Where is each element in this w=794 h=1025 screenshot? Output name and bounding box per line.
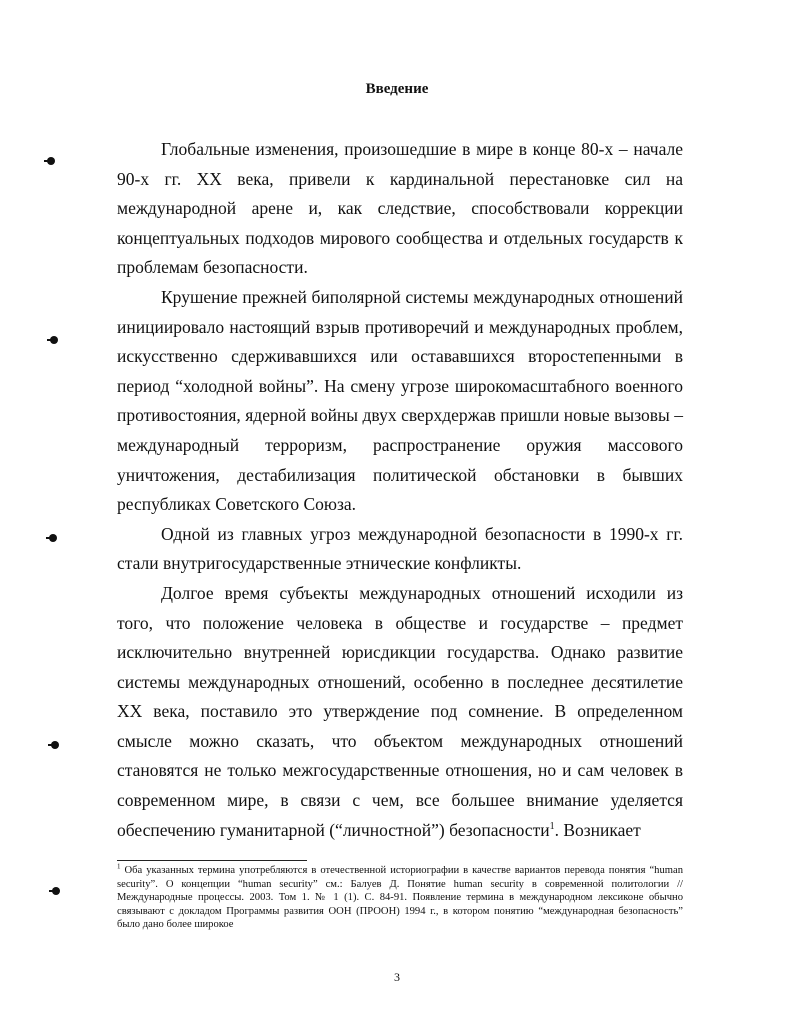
footnote-number: 1 — [117, 862, 121, 871]
scan-mark — [49, 534, 57, 542]
footnote-text: Оба указанных термина употребляются в отечественной историографии в качестве вариантов перевода понятия “human security”. О концепции “human security” см.: Балуев Д. Понятие human security в современной политологии // Международные процессы. 2003. Том 1. № 1 (1). С. 84-91. Появление термина в международном лексиконе обычно связывают с докладом Программы развития ООН (ПРООН) 1994 г., в котором понятию “международная безопасность” было дано более широкое — [117, 865, 683, 930]
paragraph-text: Долгое время субъекты международных отношений исходили из того, что положение человека в обществе и государстве – предмет исключительно внутренней юрисдикции государства. Однако развитие системы международных отношений, особенно в последнее десятилетие XX века, поставило это утверждение под сомнение. В определенном смысле можно сказать, что объектом международных отношений становятся не только межгосударственные отношения, но и сам человек в современном мире, в связи с чем, все большее внимание уделяется обеспечению гуманитарной (“личностной”) безопасности — [117, 582, 683, 840]
paragraph: Одной из главных угроз международной безопасности в 1990-х гг. стали внутригосударственные этнические конфликты. — [117, 523, 683, 574]
page-number: 3 — [394, 970, 400, 984]
scan-mark — [52, 887, 60, 895]
scan-mark — [47, 157, 55, 165]
paragraph — [117, 579, 683, 845]
footnote-divider — [117, 860, 307, 861]
paragraph: Крушение прежней биполярной системы международных отношений инициировало настоящий взрыв противоречий и международных проблем, искусственно сдерживавшихся или остававшихся второстепенными в период “холодной войны”. На смену угрозе широкомасштабного военного противостояния, ядерной войны двух сверхдержав пришли новые вызовы – международный терроризм, распространение оружия массового уничтожения, дестабилизация политической обстановки в бывших республиках Советского Союза. — [117, 286, 683, 515]
footnote — [117, 864, 683, 932]
scan-mark — [51, 741, 59, 749]
footnote-ref[interactable]: 1 — [549, 820, 555, 832]
paragraph-text-after: . Возникает — [554, 819, 641, 840]
scan-mark — [50, 336, 58, 344]
body-text — [117, 135, 683, 845]
page-title: Введение — [365, 81, 429, 97]
paragraph: Глобальные изменения, произошедшие в мире в конце 80-х – начале 90-х гг. XX века, привели к кардинальной перестановке сил на международной арене и, как следствие, способствовали коррекции концептуальных подходов мирового сообщества и отдельных государств к проблемам безопасности. — [117, 139, 683, 278]
